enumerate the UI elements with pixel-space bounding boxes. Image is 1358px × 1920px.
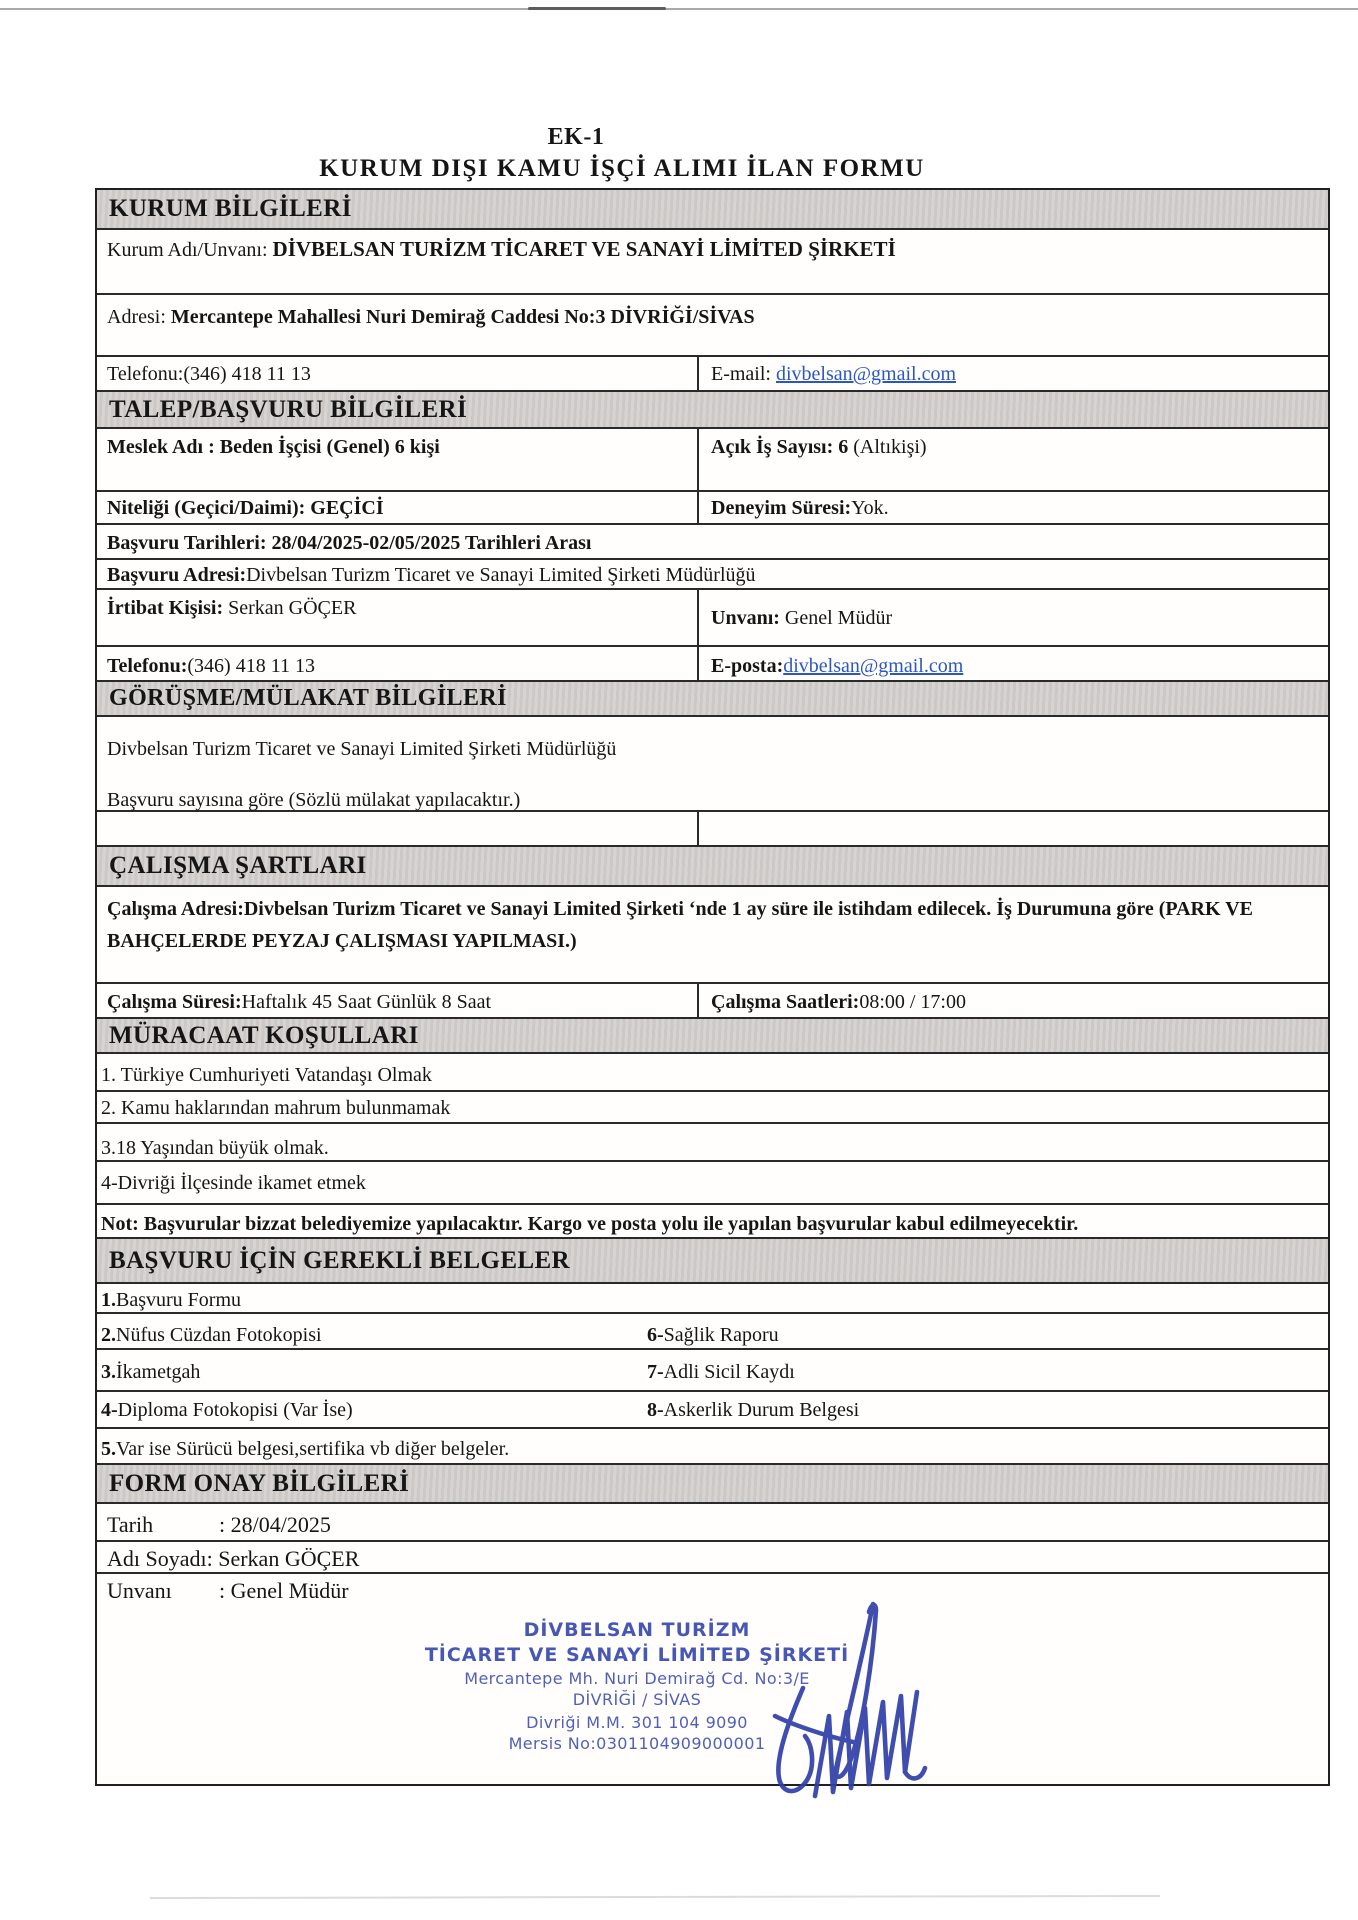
calisma-suresi-label: Çalışma Süresi: xyxy=(107,991,242,1013)
row-kosul-4 xyxy=(97,1162,1328,1205)
calisma-adresi: Çalışma Adresi:Divbelsan Turizm Ticaret ve Sanayi Limited Şirketi ‘nde 1 ay süre ile istihdam edilecek. İş Durumuna göre (PARK VE BAHÇELERDE PEYZAJ ÇALIŞMASI YAPILMASI.) xyxy=(107,898,1253,952)
irtibat-kisisi-label: İrtibat Kişisi: xyxy=(107,597,229,619)
row-belge-2-6 xyxy=(97,1314,1328,1350)
belge-7-text: Adli Sicil Kaydı xyxy=(663,1361,795,1383)
section-title: FORM ONAY BİLGİLERİ xyxy=(109,1469,410,1497)
row-calisma-suresi xyxy=(97,984,1328,1019)
belge-1-text: Başvuru Formu xyxy=(116,1289,241,1311)
row-kosul-2 xyxy=(97,1092,1328,1124)
email-label: E-mail: xyxy=(711,363,776,385)
belge-7-num: 7- xyxy=(647,1361,664,1383)
belge-4-num: 4- xyxy=(101,1399,118,1421)
row-adi-soyadi xyxy=(97,1542,1328,1574)
row-belge-4-8 xyxy=(97,1392,1328,1429)
row-niteligi xyxy=(97,492,1328,525)
document-title: KURUM DIŞI KAMU İŞÇİ ALIMI İLAN FORMU xyxy=(319,155,925,182)
deneyim-suresi-label: Deneyim Süresi: xyxy=(711,497,852,519)
scan-artifact-line-top xyxy=(0,8,1358,10)
onay-unvan-value: : Genel Müdür xyxy=(219,1578,349,1603)
section-header-calisma-sartlari xyxy=(97,847,1328,887)
irtibat-kisisi-value: Serkan GÖÇER xyxy=(228,597,357,619)
row-calisma-adresi xyxy=(97,887,1328,984)
eposta-link[interactable]: divbelsan@gmail.com xyxy=(783,655,964,677)
calisma-saatleri-value: 08:00 / 17:00 xyxy=(859,991,966,1013)
calisma-saatleri-label: Çalışma Saatleri: xyxy=(711,991,860,1013)
section-title: TALEP/BAŞVURU BİLGİLERİ xyxy=(109,395,468,423)
calisma-suresi-value: Haftalık 45 Saat Günlük 8 Saat xyxy=(241,991,492,1013)
belge-3-text: İkametgah xyxy=(116,1361,201,1383)
section-title: MÜRACAAT KOŞULLARI xyxy=(109,1021,419,1049)
document-title-block xyxy=(202,124,1042,183)
stamp-address-line: Mercantepe Mh. Nuri Demirağ Cd. No:3/E xyxy=(464,1669,810,1688)
section-header-talep-basvuru xyxy=(97,392,1328,429)
section-header-form-onay xyxy=(97,1465,1328,1504)
row-meslek-adi xyxy=(97,429,1328,492)
tarih-label: Tarih xyxy=(107,1512,154,1537)
adi-soyadi: Adı Soyadı: Serkan GÖÇER xyxy=(107,1546,360,1571)
stamp-city-line: DİVRİĞİ / SİVAS xyxy=(572,1690,702,1709)
row-mulakat-bilgi xyxy=(97,717,1328,812)
acik-is-sayisi-label: Açık İş Sayısı: 6 xyxy=(711,436,849,458)
adres-value: Mercantepe Mahallesi Nuri Demirağ Caddesi No:3 DİVRİĞİ/SİVAS xyxy=(170,306,755,328)
kosul-4: 4-Divriği İlçesinde ikamet etmek xyxy=(101,1172,366,1194)
belge-1-num: 1. xyxy=(101,1289,116,1311)
row-kosul-3 xyxy=(97,1124,1328,1162)
deneyim-suresi-value: Yok. xyxy=(851,497,889,519)
empty-cell-left xyxy=(97,812,699,845)
onay-unvan-label: Unvanı xyxy=(107,1578,172,1603)
row-telefon-eposta xyxy=(97,647,1328,682)
belge-2-text: Nüfus Cüzdan Fotokopisi xyxy=(116,1324,322,1346)
row-belge-1 xyxy=(97,1284,1328,1314)
scan-artifact-line-top-dark xyxy=(528,7,666,10)
row-telefon-email xyxy=(97,357,1328,392)
scan-artifact-line-bottom xyxy=(150,1895,1160,1899)
section-header-muracaat-kosullari xyxy=(97,1019,1328,1054)
telefon-value: Telefonu:(346) 418 11 13 xyxy=(107,363,311,385)
stamp-line-2: TİCARET VE SANAYİ LİMİTED ŞİRKETİ xyxy=(424,1644,850,1666)
section-header-gerekli-belgeler xyxy=(97,1239,1328,1284)
adres-label: Adresi: xyxy=(107,306,171,328)
stamp-tax-line: Divriği M.M. 301 104 9090 xyxy=(526,1713,748,1732)
eposta-label: E-posta: xyxy=(711,655,784,677)
handwritten-signature xyxy=(745,1596,945,1816)
not-uyarisi: Not: Başvurular bizzat belediyemize yapılacaktır. Kargo ve posta yolu ile yapılan başvurular kabul edilmeyecektir. xyxy=(101,1213,1079,1235)
kosul-3: 3.18 Yaşından büyük olmak. xyxy=(101,1137,329,1159)
row-irtibat-kisisi xyxy=(97,590,1328,647)
kosul-2: 2. Kamu haklarından mahrum bulunmamak xyxy=(101,1097,451,1119)
tarih-value: : 28/04/2025 xyxy=(219,1512,331,1537)
basvuru-adresi-value: Divbelsan Turizm Ticaret ve Sanayi Limited Şirketi Müdürlüğü xyxy=(246,564,756,586)
belge-5-text: Var ise Sürücü belgesi,sertifika vb diğer belgeler. xyxy=(116,1438,510,1460)
section-title: GÖRÜŞME/MÜLAKAT BİLGİLERİ xyxy=(109,685,507,711)
stamp-mersis-line: Mersis No:0301104909000001 xyxy=(508,1734,766,1753)
row-basvuru-adresi xyxy=(97,560,1328,590)
belge-5-num: 5. xyxy=(101,1438,116,1460)
mulakat-sekli: Başvuru sayısına göre (Sözlü mülakat yapılacaktır.) xyxy=(107,789,521,811)
belge-6-num: 6- xyxy=(647,1324,664,1346)
basvuru-adresi-label: Başvuru Adresi: xyxy=(107,564,247,586)
row-kosul-1 xyxy=(97,1054,1328,1092)
unvan-label: Unvanı: xyxy=(711,607,785,629)
telefon2-label: Telefonu: xyxy=(107,655,188,677)
section-title: ÇALIŞMA ŞARTLARI xyxy=(109,852,367,879)
kurum-adi-value: DİVBELSAN TURİZM TİCARET VE SANAYİ LİMİTED ŞİRKETİ xyxy=(272,237,896,261)
belge-8-num: 8- xyxy=(647,1399,664,1421)
empty-cell-right xyxy=(699,812,1328,845)
row-kurum-adi xyxy=(97,230,1328,295)
belge-3-num: 3. xyxy=(101,1361,116,1383)
row-tarih xyxy=(97,1504,1328,1542)
row-not xyxy=(97,1205,1328,1239)
belge-4-text: Diploma Fotokopisi (Var İse) xyxy=(117,1399,353,1421)
niteligi-value: Niteliği (Geçici/Daimi): GEÇİCİ xyxy=(97,492,699,523)
kurum-adi-label: Kurum Adı/Unvanı: xyxy=(107,239,273,261)
document-tag: EK-1 xyxy=(547,124,605,150)
meslek-adi: Meslek Adı : Beden İşçisi (Genel) 6 kişi xyxy=(97,429,699,490)
section-title: BAŞVURU İÇİN GEREKLİ BELGELER xyxy=(109,1246,571,1274)
form-table xyxy=(95,188,1330,1786)
email-link[interactable]: divbelsan@gmail.com xyxy=(775,363,957,385)
kosul-1: 1. Türkiye Cumhuriyeti Vatandaşı Olmak xyxy=(101,1064,432,1086)
telefon2-value: (346) 418 11 13 xyxy=(187,655,315,677)
basvuru-tarihleri: Başvuru Tarihleri: 28/04/2025-02/05/2025 Tarihleri Arası xyxy=(107,532,592,554)
stamp-line-1: DİVBELSAN TURİZM xyxy=(523,1619,751,1641)
unvan-value: Genel Müdür xyxy=(784,607,893,629)
row-unvan-ve-onay xyxy=(97,1574,1328,1784)
belge-6-text: Sağlik Raporu xyxy=(663,1324,779,1346)
row-basvuru-tarihleri xyxy=(97,525,1328,560)
section-header-kurum-bilgileri xyxy=(97,190,1328,230)
row-belge-5 xyxy=(97,1429,1328,1465)
belge-8-text: Askerlik Durum Belgesi xyxy=(663,1399,860,1421)
row-belge-3-7 xyxy=(97,1350,1328,1392)
mulakat-yeri: Divbelsan Turizm Ticaret ve Sanayi Limited Şirketi Müdürlüğü xyxy=(107,738,617,760)
acik-is-sayisi-suffix: (Altıkişi) xyxy=(848,436,927,458)
belge-2-num: 2. xyxy=(101,1324,116,1346)
section-header-gorusme-mulakat xyxy=(97,682,1328,717)
row-empty-divided xyxy=(97,812,1328,847)
section-title: KURUM BİLGİLERİ xyxy=(109,195,352,222)
row-adres xyxy=(97,295,1328,357)
